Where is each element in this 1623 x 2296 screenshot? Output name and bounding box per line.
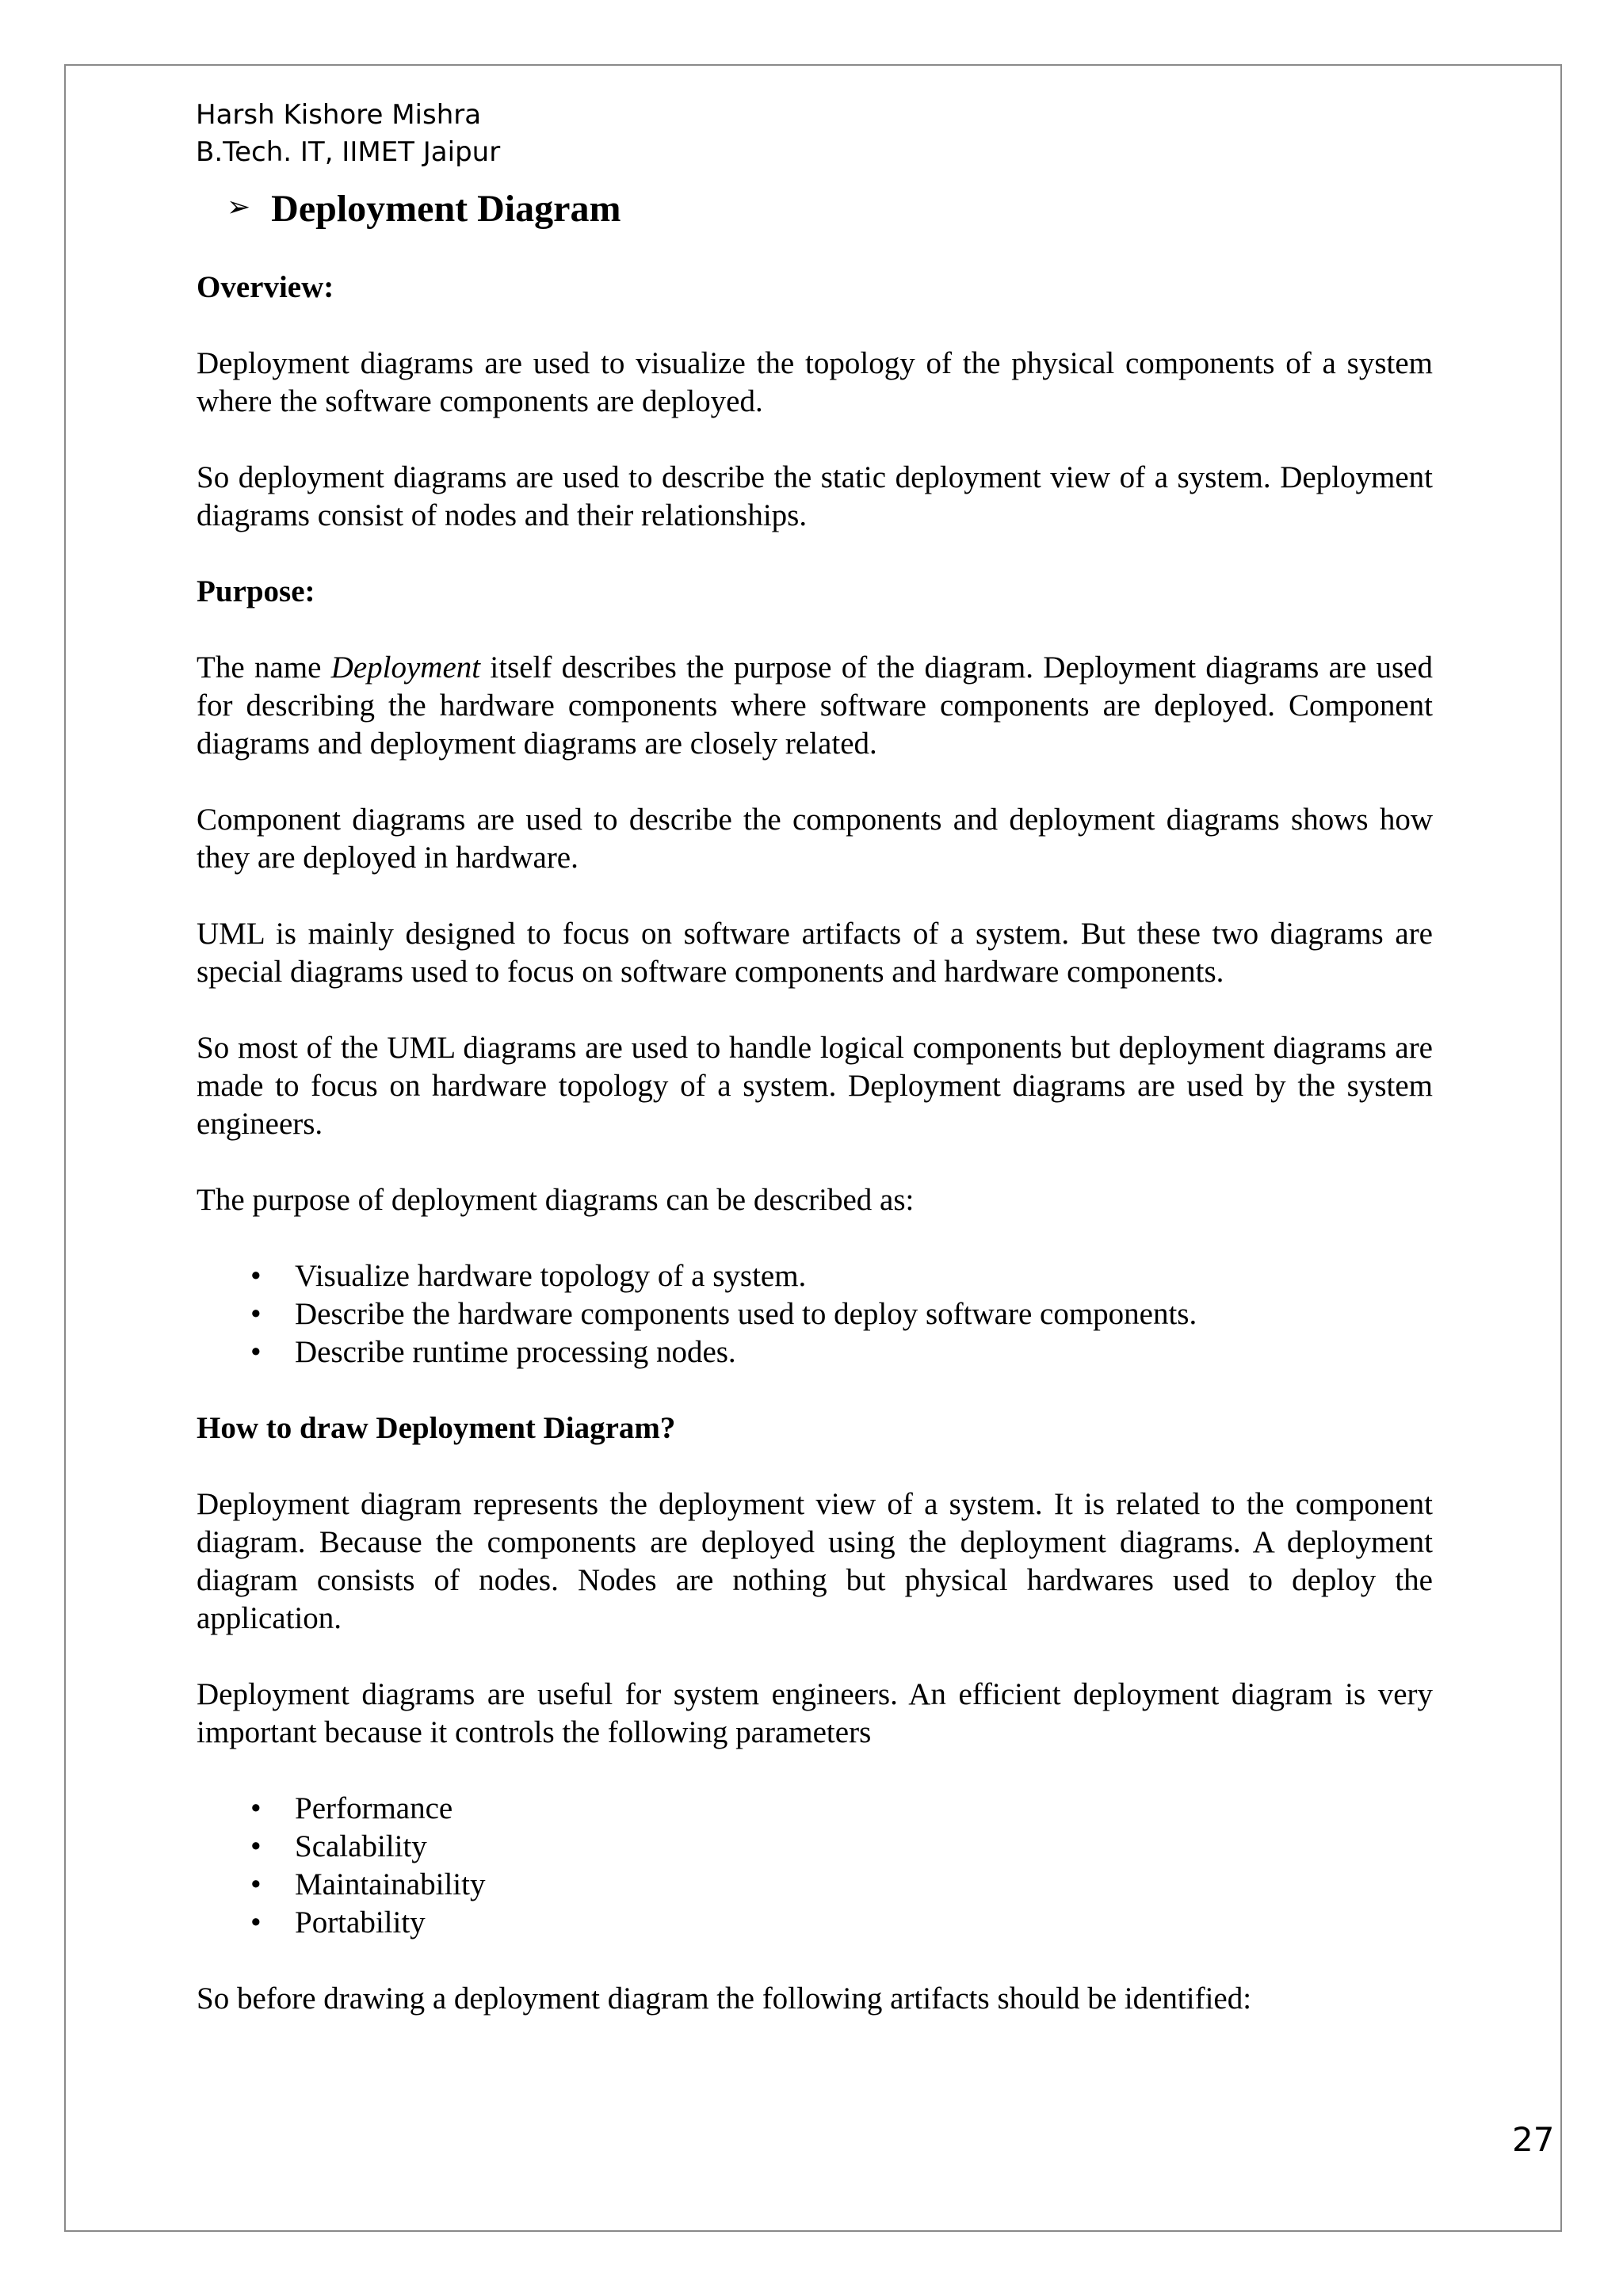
purpose-paragraph-2: Component diagrams are used to describe the components and deployment diagrams shows how they are deployed in hardware.: [197, 803, 1433, 875]
list-item: • Portability: [197, 1904, 1433, 1942]
list-item: • Maintainability: [197, 1866, 1433, 1904]
parameters-bullet-list: [197, 1790, 1433, 1942]
purpose-p1-start: The name: [197, 650, 331, 685]
purpose-heading: Purpose:: [197, 574, 315, 608]
list-item: • Describe runtime processing nodes.: [197, 1333, 1433, 1371]
arrow-bullet-icon: ➢: [227, 191, 251, 223]
purpose-paragraph-4: So most of the UML diagrams are used to handle logical components but deployment diagrams are made to focus on hardware topology of a system. Deployment diagrams are used by the system engineers.: [197, 1031, 1433, 1141]
how-to-paragraph-2: Deployment diagrams are useful for system engineers. An efficient deployment diagram is very important because it controls the following parameters: [197, 1677, 1433, 1749]
page-number: 27: [1512, 2120, 1555, 2159]
how-to-paragraph-1: Deployment diagram represents the deployment view of a system. It is related to the component diagram. Because the components are deployed using the deployment diagrams. A deployment diagram consists of nodes. Nodes are nothing but physical hardwares used to deploy the application.: [197, 1487, 1433, 1635]
page-header: [196, 97, 500, 171]
document-body: [197, 186, 1433, 2056]
purpose-paragraph-3: UML is mainly designed to focus on software artifacts of a system. But these two diagrams are special diagrams used to focus on software components and hardware components.: [197, 917, 1433, 989]
section-title-text: Deployment Diagram: [271, 188, 621, 230]
header-affiliation: B.Tech. IT, IIMET Jaipur: [196, 136, 501, 168]
purpose-p1-emphasis: Deployment: [330, 650, 481, 685]
purpose-paragraph-5: The purpose of deployment diagrams can be described as:: [197, 1183, 915, 1217]
purpose-bullet-list: [197, 1257, 1433, 1371]
list-item: • Describe the hardware components used to deploy software components.: [197, 1295, 1433, 1333]
how-to-heading: How to draw Deployment Diagram?: [197, 1411, 676, 1445]
list-item: • Scalability: [197, 1828, 1433, 1866]
header-author: Harsh Kishore Mishra: [196, 99, 482, 131]
overview-paragraph-1: Deployment diagrams are used to visualize the topology of the physical components of a system where the software components are deployed.: [197, 346, 1433, 418]
purpose-p1-end: itself describes the purpose of the diagram. Deployment diagrams are used for describing the hardware components where software components are deployed. Component diagrams and deployment diagrams are closely related.: [197, 650, 1433, 761]
overview-paragraph-2: So deployment diagrams are used to describe the static deployment view of a system. Deployment diagrams consist of nodes and their relationships.: [197, 460, 1433, 532]
overview-heading: Overview:: [197, 270, 334, 304]
how-to-paragraph-3: So before drawing a deployment diagram the following artifacts should be identified:: [197, 1981, 1252, 2016]
list-item: • Performance: [197, 1790, 1433, 1828]
section-title: [227, 186, 1433, 232]
list-item: • Visualize hardware topology of a system.: [197, 1257, 1433, 1295]
purpose-paragraph-1: [197, 649, 1433, 763]
